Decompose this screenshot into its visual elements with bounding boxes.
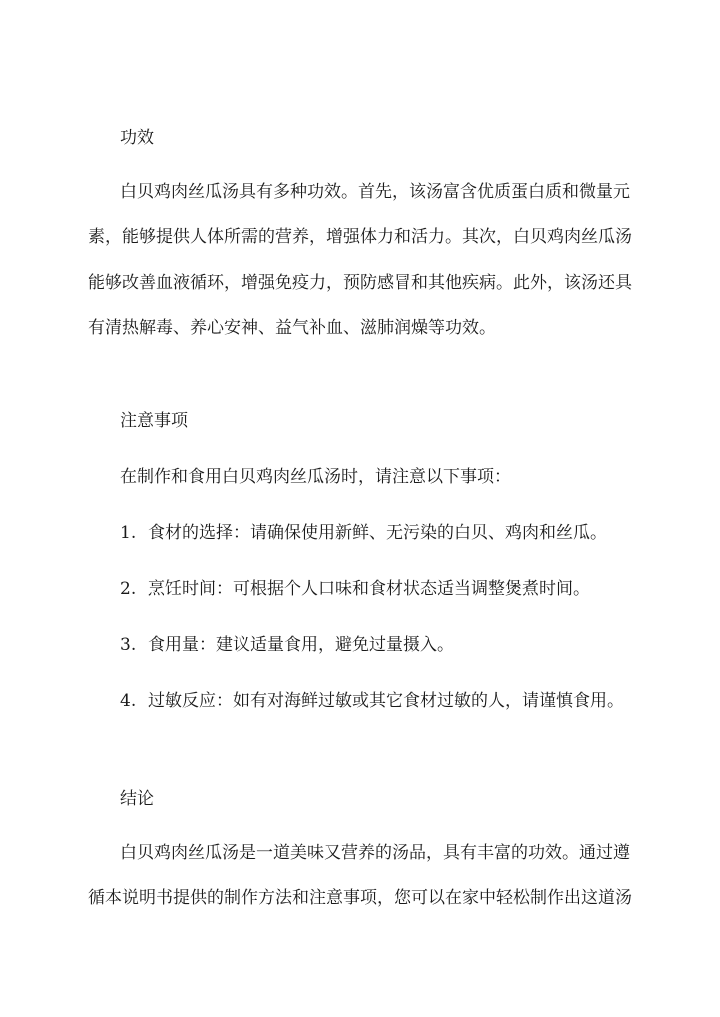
paragraph-line: 白贝鸡肉丝瓜汤具有多种功效。首先，该汤富含优质蛋白质和微量元	[120, 182, 630, 202]
paragraph-line: 素，能够提供人体所需的营养，增强体力和活力。其次，白贝鸡肉丝瓜汤	[88, 227, 632, 248]
notes-intro: 在制作和食用白贝鸡肉丝瓜汤时，请注意以下事项：	[120, 467, 511, 487]
list-item	[120, 690, 624, 712]
list-text: 过敏反应：如有对海鲜过敏或其它食材过敏的人，请谨慎食用。	[148, 691, 624, 711]
section-heading-conclusion: 结论	[120, 789, 154, 809]
paragraph-line: 能够改善血液循环，增强免疫力，预防感冒和其他疾病。此外，该汤还具	[88, 272, 632, 293]
paragraph-line: 循本说明书提供的制作方法和注意事项，您可以在家中轻松制作出这道汤	[88, 888, 632, 909]
list-text: 食材的选择：请确保使用新鲜、无污染的白贝、鸡肉和丝瓜。	[148, 523, 607, 543]
list-number: 4.	[120, 691, 137, 711]
section-heading-notes: 注意事项	[120, 411, 188, 431]
list-number: 2.	[120, 579, 137, 599]
paragraph-line: 白贝鸡肉丝瓜汤是一道美味又营养的汤品，具有丰富的功效。通过遵	[120, 843, 630, 863]
list-text: 食用量：建议适量食用，避免过量摄入。	[148, 635, 454, 655]
list-number: 1.	[120, 523, 137, 543]
paragraph-efficacy	[88, 170, 633, 351]
list-text: 烹饪时间：可根据个人口味和食材状态适当调整煲煮时间。	[148, 579, 590, 599]
list-number: 3.	[120, 635, 137, 655]
list-item	[120, 634, 454, 656]
section-heading-efficacy: 功效	[120, 128, 154, 148]
paragraph-conclusion	[88, 831, 633, 922]
list-item	[120, 522, 607, 544]
list-item	[120, 578, 590, 600]
paragraph-line: 有清热解毒、养心安神、益气补血、滋肺润燥等功效。	[88, 317, 496, 338]
